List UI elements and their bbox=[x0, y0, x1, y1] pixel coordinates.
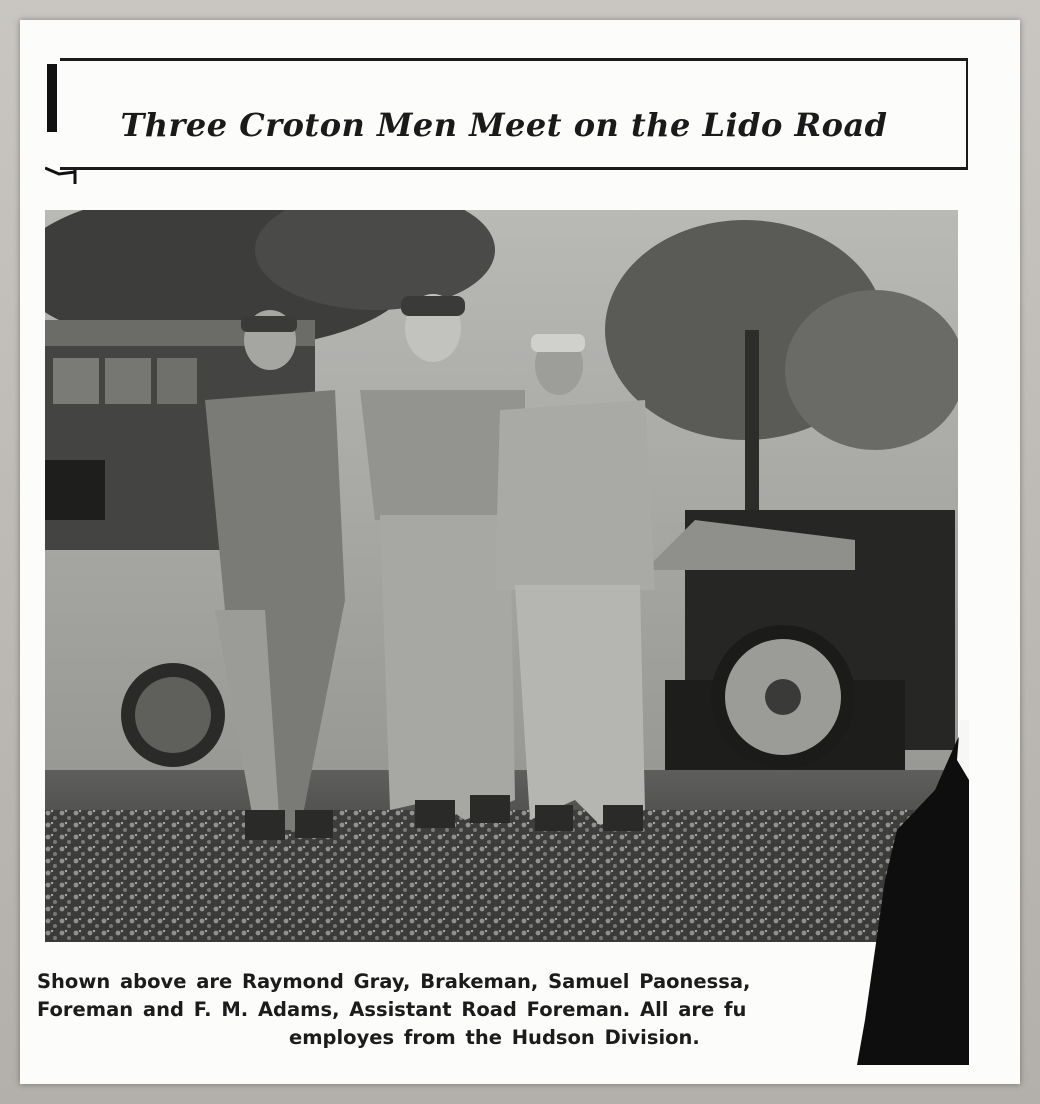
caption-line-3: employes from the Hudson Division. bbox=[289, 1026, 700, 1049]
torn-paper-edge bbox=[857, 720, 969, 1065]
photograph bbox=[45, 210, 958, 942]
headline: Three Croton Men Meet on the Lido Road bbox=[120, 106, 888, 144]
caption-line-1: Shown above are Raymond Gray, Brakeman, Samuel Paonessa, bbox=[37, 970, 751, 993]
photo-of-three-soldiers-icon bbox=[45, 210, 958, 942]
caption-line-2: Foreman and F. M. Adams, Assistant Road Foreman. All are fu bbox=[37, 998, 747, 1021]
photo-caption bbox=[37, 968, 867, 1052]
headline-rule-mark bbox=[47, 64, 57, 132]
